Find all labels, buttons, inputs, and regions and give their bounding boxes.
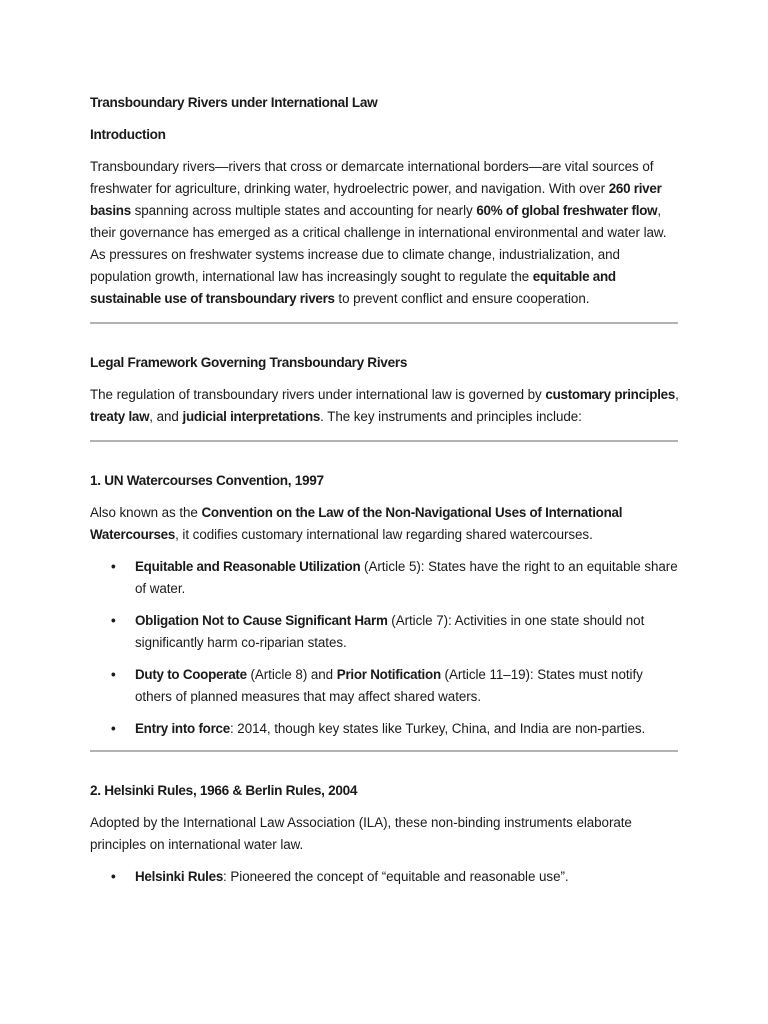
intro-bold-freshwater-flow: 60% of global freshwater flow (476, 203, 658, 218)
list-item (90, 664, 678, 708)
list-item-text: : 2014, though key states like Turkey, China, and India are non-parties. (229, 721, 646, 736)
list-item (90, 866, 678, 888)
list-item-text: (Article 11–19): States must notify others of planned measures that may affect shared waters. (135, 667, 643, 704)
document-title: Transboundary Rivers under International Law (90, 95, 378, 110)
list-item (90, 556, 678, 600)
framework-bold-treaty: treaty law (90, 409, 150, 424)
list-item-bold: Prior Notification (336, 667, 441, 682)
framework-text-2: , (675, 387, 679, 402)
framework-heading: Legal Framework Governing Transboundary Rivers (90, 355, 408, 370)
intro-text-3: , their governance has emerged as a critical challenge in international environmental and water law. As pressures on freshwater systems increase due to climate change, industrialization, and population growth, international law has increasingly sought to regulate the (90, 203, 667, 284)
bullet-icon: • (111, 667, 116, 682)
intro-bold-river-basins: 260 river basins (90, 181, 662, 218)
bullet-icon: • (111, 613, 116, 628)
section-divider (90, 750, 678, 752)
intro-bold-equitable-use: equitable and sustainable use of transboundary rivers (90, 269, 616, 306)
list-item-text: (Article 5): States have the right to an equitable share of water. (135, 559, 678, 596)
list-item-bold: Obligation Not to Cause Significant Harm (135, 613, 388, 628)
un-convention-list (90, 556, 678, 740)
framework-text-1: The regulation of transboundary rivers under international law is governed by (90, 387, 546, 402)
intro-heading: Introduction (90, 127, 166, 142)
list-item-text: (Article 8) and (246, 667, 337, 682)
bullet-icon: • (111, 559, 116, 574)
framework-bold-customary: customary principles (545, 387, 676, 402)
list-item (90, 610, 678, 654)
un-text-2: , it codifies customary international law regarding shared watercourses. (175, 527, 593, 542)
helsinki-list (90, 866, 678, 888)
un-bold-convention-name: Convention on the Law of the Non-Navigational Uses of International Watercourses (90, 505, 623, 542)
section-divider (90, 322, 678, 324)
list-item-bold: Entry into force (135, 721, 230, 736)
intro-text-4: to prevent conflict and ensure cooperation. (334, 291, 590, 306)
list-item-text: (Article 7): Activities in one state should not significantly harm co-riparian states. (135, 613, 645, 650)
list-item-bold: Duty to Cooperate (135, 667, 247, 682)
bullet-icon: • (111, 721, 116, 736)
intro-paragraph (90, 156, 680, 310)
helsinki-heading: 2. Helsinki Rules, 1966 & Berlin Rules, 2004 (90, 783, 358, 798)
un-convention-paragraph (90, 502, 680, 546)
framework-text-3: , and (149, 409, 183, 424)
intro-text-2: spanning across multiple states and accounting for nearly (130, 203, 477, 218)
list-item-bold: Helsinki Rules (135, 869, 224, 884)
helsinki-paragraph: Adopted by the International Law Association (ILA), these non-binding instruments elaborate principles on international water law. (90, 815, 632, 852)
un-convention-heading: 1. UN Watercourses Convention, 1997 (90, 473, 324, 488)
framework-text-4: . The key instruments and principles include: (320, 409, 582, 424)
list-item-bold: Equitable and Reasonable Utilization (135, 559, 361, 574)
intro-text-1: Transboundary rivers—rivers that cross or demarcate international borders—are vital sources of freshwater for agriculture, drinking water, hydroelectric power, and navigation. With over (90, 159, 654, 196)
framework-paragraph (90, 384, 680, 428)
list-item-text: : Pioneered the concept of “equitable and reasonable use”. (223, 869, 569, 884)
un-text-1: Also known as the (90, 505, 202, 520)
list-item (90, 718, 678, 740)
framework-bold-judicial: judicial interpretations (182, 409, 321, 424)
section-divider (90, 440, 678, 442)
bullet-icon: • (111, 869, 116, 884)
